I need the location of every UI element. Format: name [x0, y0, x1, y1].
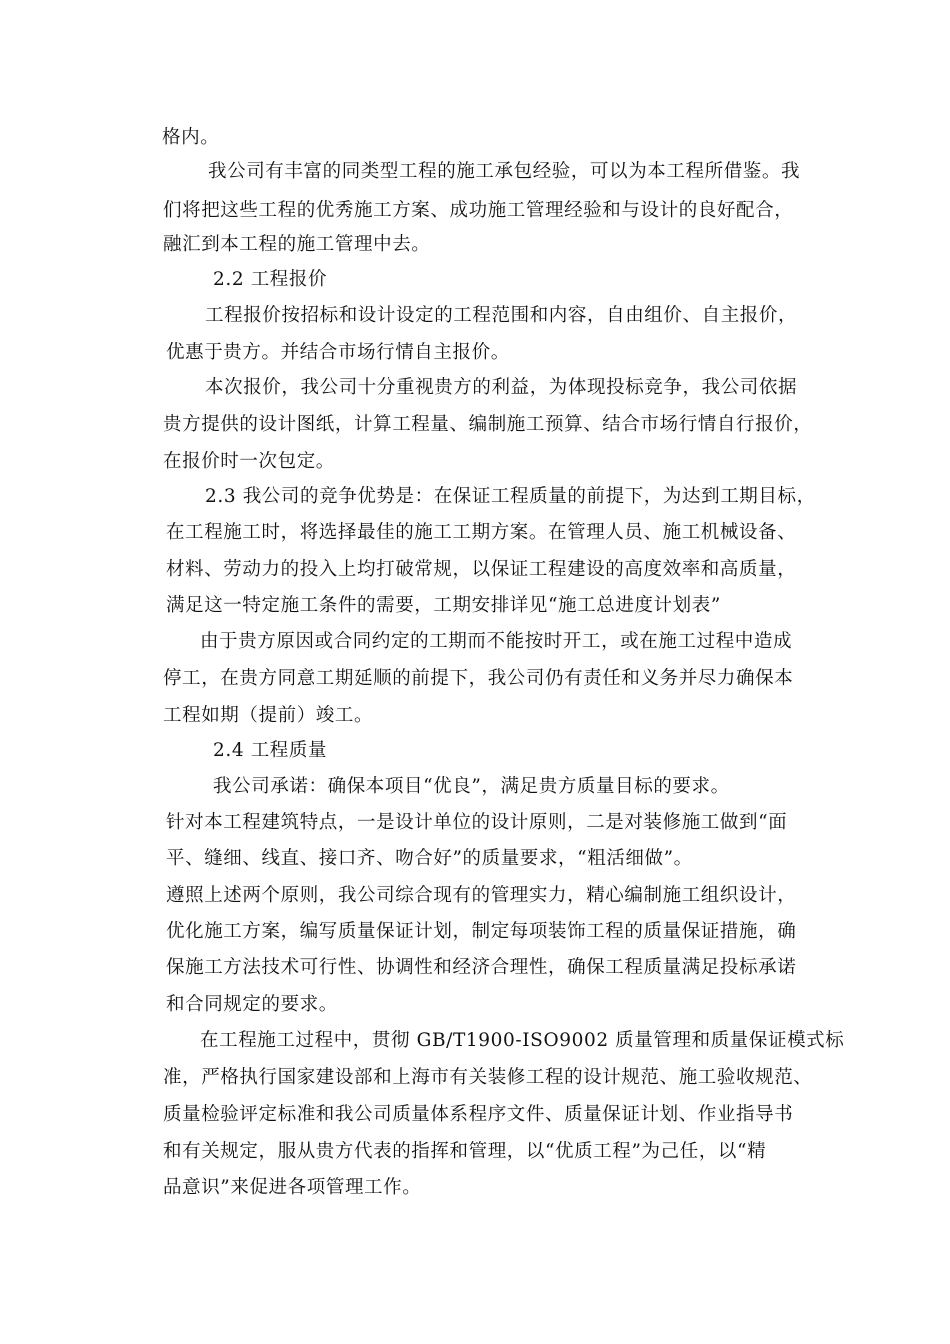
text-line: 和合同规定的要求。 [166, 994, 338, 1015]
text-line: 品意识”来促进各项管理工作。 [163, 1177, 422, 1198]
text-line: 在工程施工时，将选择最佳的施工工期方案。在管理人员、施工机械设备、 [166, 522, 797, 543]
text-line: 工程如期（提前）竣工。 [163, 705, 374, 726]
text-line: 和有关规定，服从贵方代表的指挥和管理，以“优质工程”为己任，以“精 [163, 1141, 767, 1162]
text-line: 我公司有丰富的同类型工程的施工承包经验，可以为本工程所借鉴。我 [208, 161, 801, 182]
text-line: 本次报价，我公司十分重视贵方的利益，为体现投标竞争，我公司依据 [205, 377, 798, 398]
section-heading: 2.4 工程质量 [213, 740, 328, 761]
text-line: 贵方提供的设计图纸，计算工程量、编制施工预算、结合市场行情自行报价， [163, 414, 813, 435]
text-line: 材料、劳动力的投入上均打破常规，以保证工程建设的高度效率和高质量， [166, 559, 797, 580]
text-line: 优化施工方案，编写质量保证计划，制定每项装饰工程的质量保证措施，确 [166, 921, 797, 942]
section-heading: 2.2 工程报价 [213, 269, 328, 290]
text-line: 针对本工程建筑特点，一是设计单位的设计原则，二是对装修施工做到“面 [166, 812, 788, 833]
text-line: 在工程施工过程中，贯彻 GB/T1900-ISO9002 质量管理和质量保证模式标 [200, 1030, 845, 1051]
text-line: 优惠于贵方。并结合市场行情自主报价。 [166, 342, 510, 363]
text-line: 2.3 我公司的竞争优势是：在保证工程质量的前提下，为达到工期目标， [205, 486, 816, 507]
text-line: 平、缝细、线直、接口齐、吻合好”的质量要求，“粗活细做”。 [166, 848, 693, 869]
text-line: 工程报价按招标和设计设定的工程范围和内容，自由组价、自主报价， [205, 305, 798, 326]
text-line: 在报价时一次包定。 [163, 451, 335, 472]
text-line: 由于贵方原因或合同约定的工期而不能按时开工，或在施工过程中造成 [200, 631, 793, 652]
text-line: 我公司承诺：确保本项目“优良”，满足贵方质量目标的要求。 [213, 776, 730, 797]
text-line: 融汇到本工程的施工管理中去。 [163, 234, 431, 255]
text-line: 准，严格执行国家建设部和上海市有关装修工程的设计规范、施工验收规范、 [163, 1067, 813, 1088]
text-line: 遵照上述两个原则，我公司综合现有的管理实力，精心编制施工组织设计， [166, 885, 797, 906]
text-line: 保施工方法技术可行性、协调性和经济合理性，确保工程质量满足投标承诺 [166, 957, 797, 978]
text-line: 质量检验评定标准和我公司质量体系程序文件、质量保证计划、作业指导书 [163, 1104, 794, 1125]
text-line: 格内。 [162, 127, 220, 148]
text-line: 们将把这些工程的优秀施工方案、成功施工管理经验和与设计的良好配合， [163, 200, 794, 221]
text-line: 满足这一特定施工条件的需要，工期安排详见“施工总进度计划表” [166, 595, 721, 616]
text-line: 停工，在贵方同意工期延顺的前提下，我公司仍有责任和义务并尽力确保本 [163, 668, 794, 689]
